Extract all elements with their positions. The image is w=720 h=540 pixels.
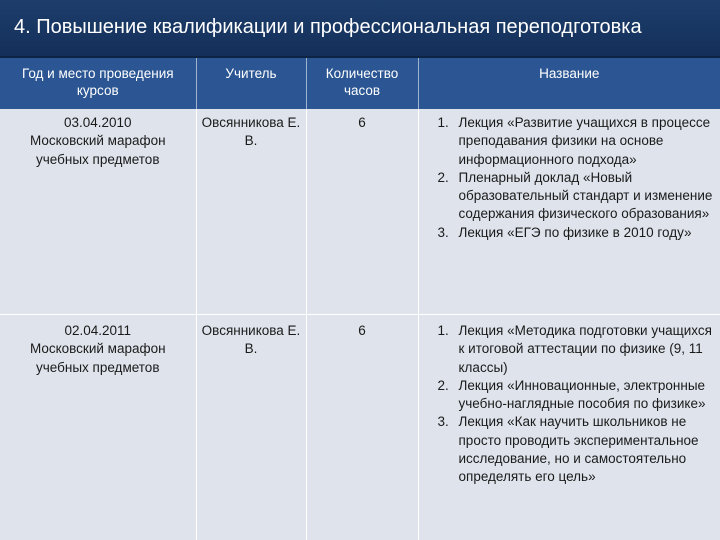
- table-row: [0, 315, 720, 540]
- cell-lectures: [418, 109, 720, 315]
- cell-teacher: Овсянникова Е. В.: [196, 315, 306, 540]
- course-place: Московский марафон учебных предметов: [29, 341, 166, 375]
- lecture-list: [423, 322, 717, 487]
- course-place: Московский марафон учебных предметов: [29, 133, 166, 167]
- lecture-item: 3. Лекция «ЕГЭ по физике в 2010 году»: [453, 224, 717, 242]
- header-date-place: Год и место проведения курсов: [0, 58, 196, 109]
- lecture-item: 3. Лекция «Как научить школьников не просто проводить экспериментальное исследование, но и самостоятельно определять его цель»: [453, 413, 717, 486]
- header-name: Название: [418, 58, 720, 109]
- title-bar: [0, 0, 720, 58]
- course-date: 02.04.2011: [64, 323, 132, 338]
- cell-lectures: [418, 315, 720, 540]
- lecture-item: 1. Лекция «Развитие учащихся в процессе преподавания физики на основе информационного подхода»: [453, 114, 717, 169]
- cell-hours: 6: [306, 315, 418, 540]
- lecture-list: [423, 114, 717, 242]
- cell-hours: 6: [306, 109, 418, 315]
- table-row: [0, 109, 720, 315]
- slide-title: 4. Повышение квалификации и профессиональная переподготовка: [14, 16, 642, 38]
- course-date: 03.04.2010: [63, 115, 132, 130]
- table-header-row: [0, 58, 720, 109]
- header-hours: Количество часов: [306, 58, 418, 109]
- cell-date-place: [0, 315, 196, 540]
- header-teacher: Учитель: [196, 58, 306, 109]
- lecture-item: 2. Лекция «Инновационные, электронные учебно-наглядные пособия по физике»: [453, 377, 717, 414]
- lecture-item: 1. Лекция «Методика подготовки учащихся к итоговой аттестации по физике (9, 11 классы): [453, 322, 717, 377]
- courses-table: [0, 58, 720, 540]
- cell-teacher: Овсянникова Е. В.: [196, 109, 306, 315]
- cell-date-place: [0, 109, 196, 315]
- lecture-item: 2. Пленарный доклад «Новый образовательный стандарт и изменение содержания физического образования»: [453, 169, 717, 224]
